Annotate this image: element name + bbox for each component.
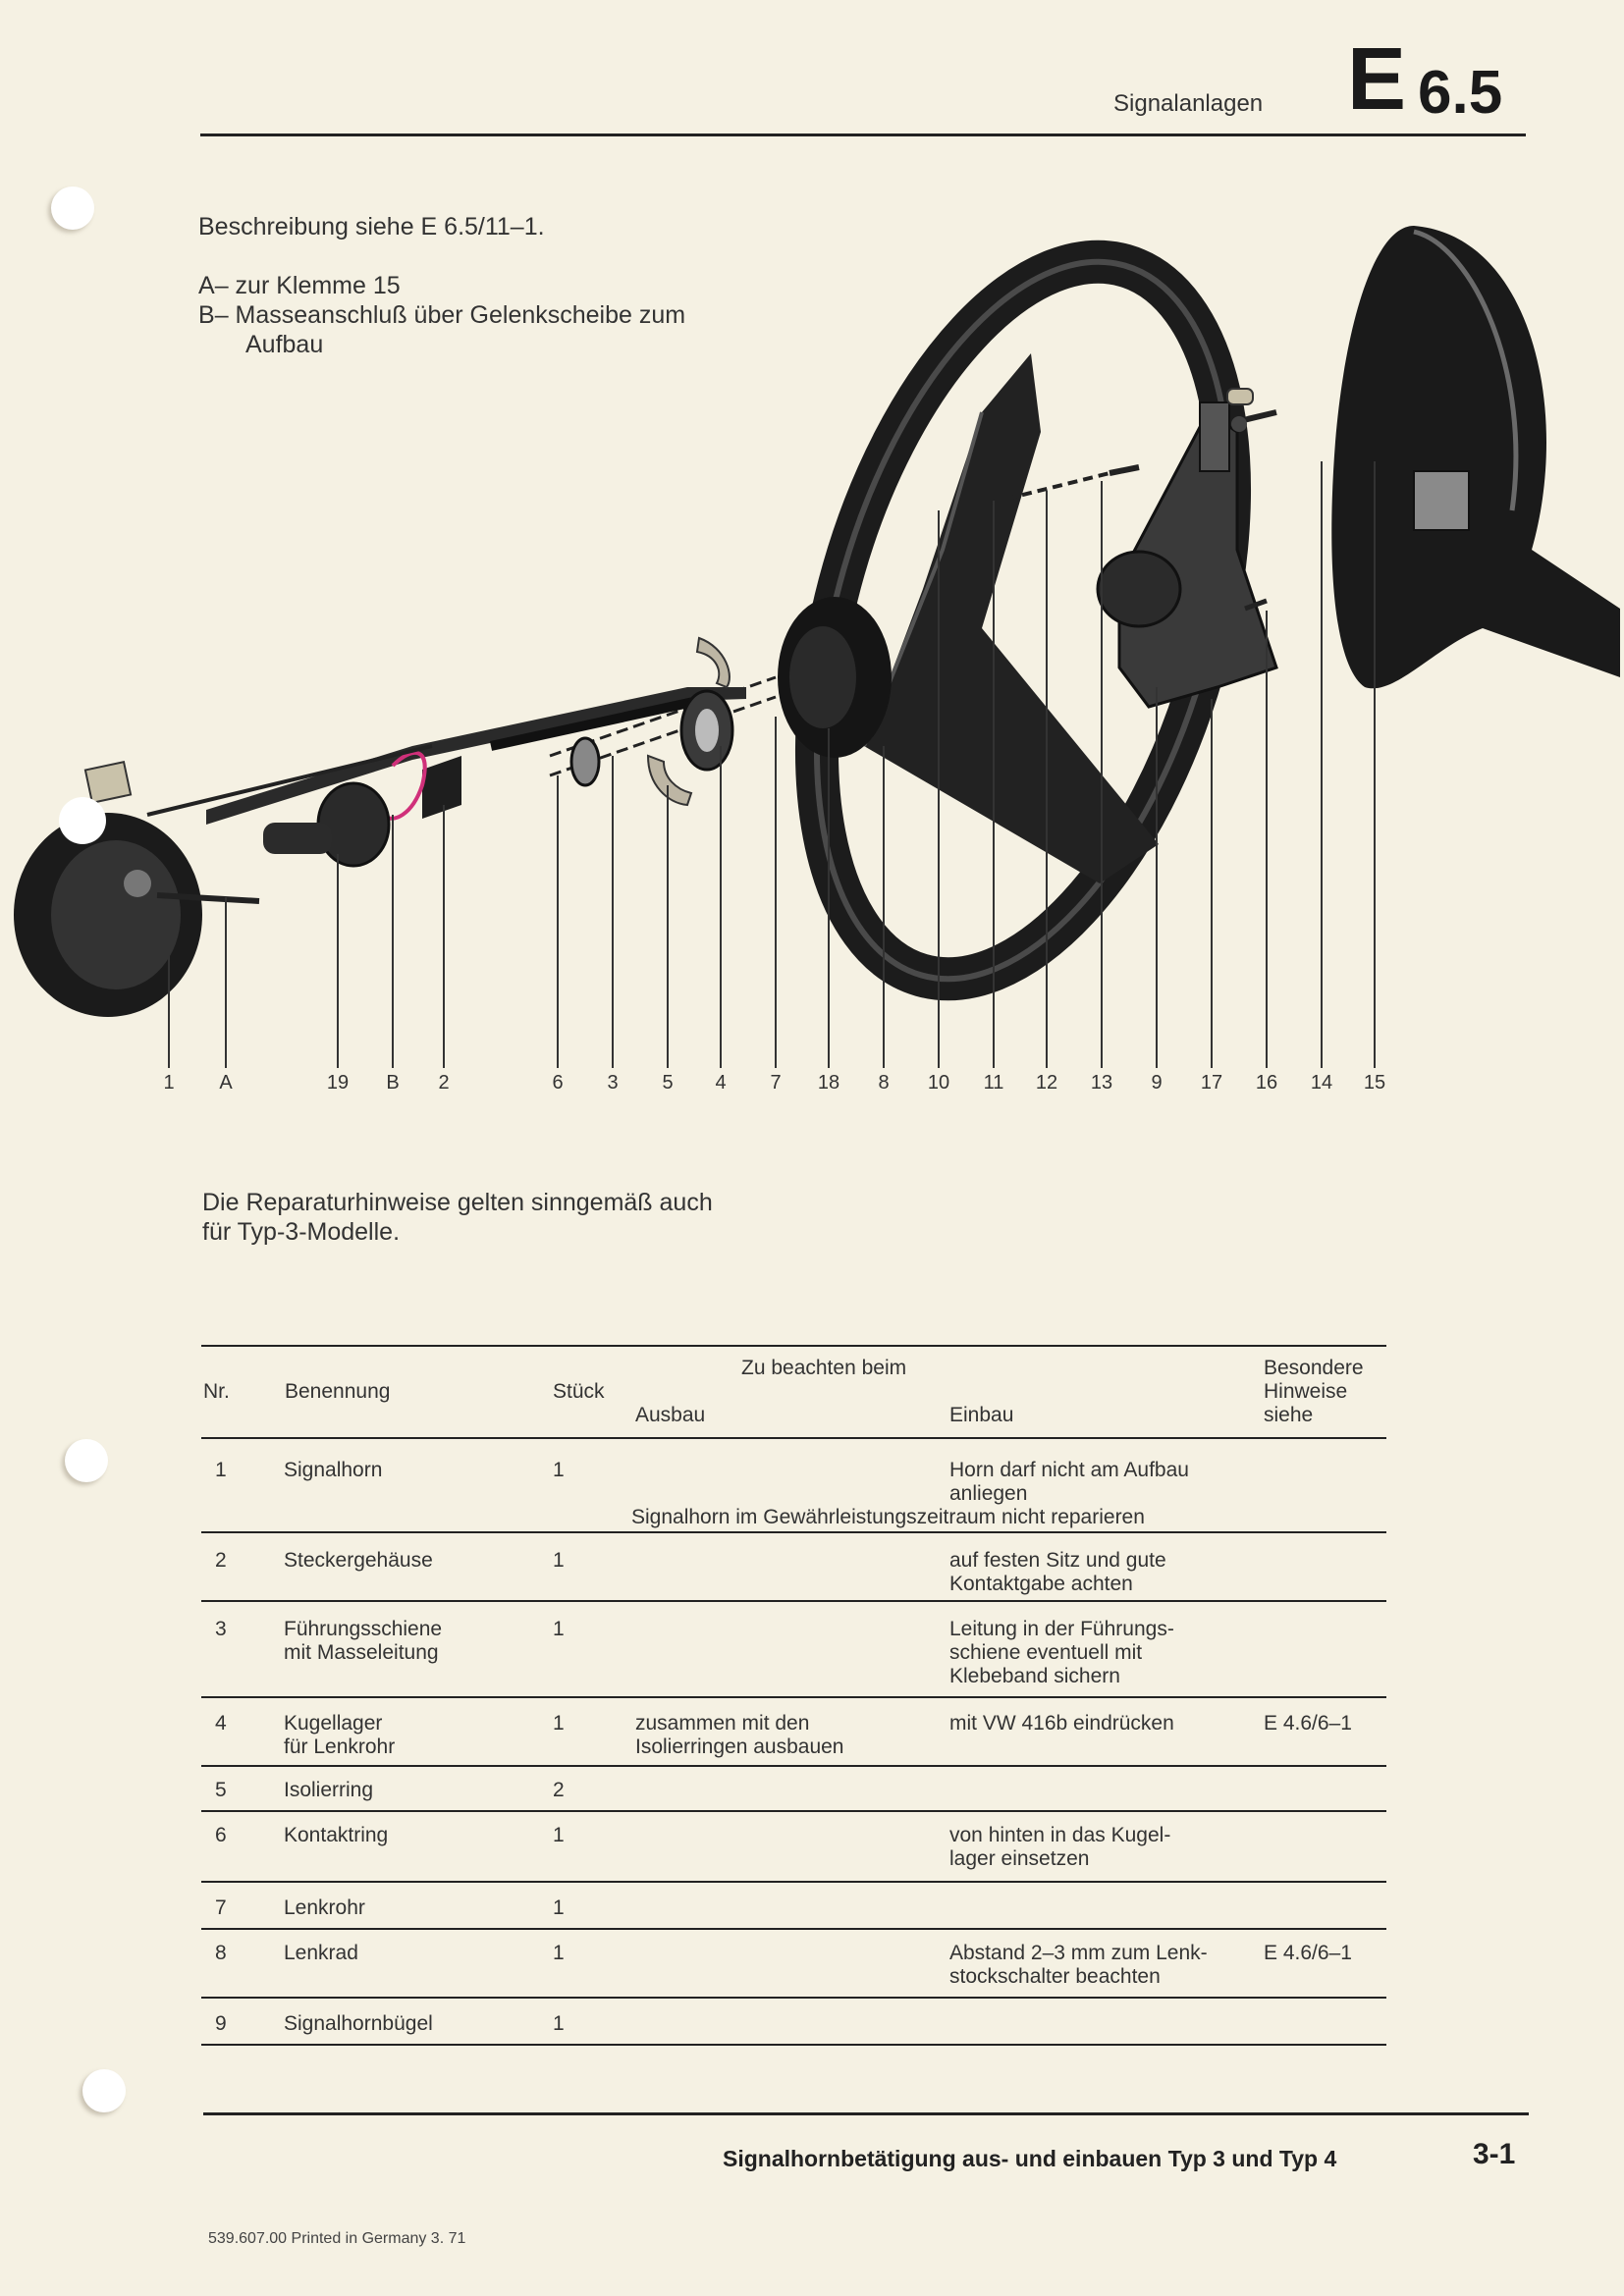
callout-8: 8 [878, 1072, 890, 1094]
table-row [201, 1883, 1386, 1928]
exploded-diagram [0, 0, 1624, 1099]
row-nr: 1 [215, 1459, 227, 1481]
callout-3: 3 [607, 1072, 619, 1094]
row-qty: 2 [553, 1779, 565, 1801]
table-row [201, 1602, 1386, 1696]
section-title: Signalanlagen [1113, 90, 1264, 117]
header-besondere-1: Besondere [1264, 1357, 1364, 1379]
callout-4: 4 [715, 1072, 727, 1094]
row-ausbau-2: Isolierringen ausbauen [635, 1735, 844, 1758]
printed-info: 539.607.00 Printed in Germany 3. 71 [208, 2230, 466, 2247]
punch-hole-bottom [82, 2069, 126, 2112]
callout-13: 13 [1090, 1072, 1113, 1094]
row-name: Isolierring [284, 1779, 374, 1801]
row-einbau-1: von hinten in das Kugel- [949, 1824, 1171, 1846]
header-einbau: Einbau [949, 1404, 1014, 1426]
row-name-1: Führungsschiene [284, 1618, 443, 1640]
row-einbau-1: Leitung in der Führungs- [949, 1618, 1174, 1640]
row-einbau-2: lager einsetzen [949, 1847, 1090, 1870]
row-einbau-1: Abstand 2–3 mm zum Lenk- [949, 1942, 1208, 1964]
row-qty: 1 [553, 1459, 565, 1481]
header-ausbau: Ausbau [635, 1404, 706, 1426]
row-einbau-1: mit VW 416b eindrücken [949, 1712, 1174, 1735]
row-nr: 9 [215, 2012, 227, 2035]
table-row [201, 1439, 1386, 1531]
insulating-ring-lower [648, 756, 691, 805]
row-ref: E 4.6/6–1 [1264, 1942, 1352, 1964]
section-code-number: 6.5 [1418, 59, 1503, 127]
row-nr: 6 [215, 1824, 227, 1846]
row-nr: 2 [215, 1549, 227, 1572]
header-besondere-2: Hinweise [1264, 1380, 1348, 1403]
row-qty: 1 [553, 1896, 565, 1919]
row-qty: 1 [553, 1712, 565, 1735]
row-einbau-1: auf festen Sitz und gute [949, 1549, 1166, 1572]
row-name: Kontaktring [284, 1824, 389, 1846]
row-einbau-2: schiene eventuell mit [949, 1641, 1143, 1664]
table-row [201, 1812, 1386, 1881]
callout-2: 2 [438, 1072, 450, 1094]
row-name: Steckergehäuse [284, 1549, 433, 1572]
table-header [201, 1357, 1386, 1435]
row-qty: 1 [553, 1942, 565, 1964]
callout-6: 6 [552, 1072, 564, 1094]
callout-12: 12 [1035, 1072, 1058, 1094]
footer-rule [203, 2112, 1529, 2115]
callout-17: 17 [1200, 1072, 1223, 1094]
table-row [201, 1533, 1386, 1600]
row-qty: 1 [553, 2012, 565, 2035]
callout-1: 1 [163, 1072, 175, 1094]
callout-a: A [219, 1072, 233, 1094]
row-einbau-2: stockschalter beachten [949, 1965, 1161, 1988]
plug-socket [318, 783, 389, 866]
header-benennung: Benennung [285, 1380, 391, 1403]
row-nr: 5 [215, 1779, 227, 1801]
table-top-rule [201, 1345, 1386, 1347]
row-einbau-2: Kontaktgabe achten [949, 1573, 1133, 1595]
header-besondere-3: siehe [1264, 1404, 1314, 1426]
table-row [201, 1698, 1386, 1765]
section-code-letter: E [1347, 30, 1407, 129]
row-ref: E 4.6/6–1 [1264, 1712, 1352, 1735]
connector-housing [422, 756, 461, 819]
row-nr: 7 [215, 1896, 227, 1919]
row-name-2: für Lenkrohr [284, 1735, 396, 1758]
callout-7: 7 [770, 1072, 782, 1094]
callout-19: 19 [326, 1072, 350, 1094]
callout-10: 10 [927, 1072, 950, 1094]
repair-note [202, 1188, 713, 1247]
header-stueck: Stück [553, 1380, 605, 1403]
legend-key-a: A [198, 272, 215, 299]
reference-text: Beschreibung siehe E 6.5/11–1. [198, 213, 545, 240]
header-zu-beachten: Zu beachten beim [741, 1357, 907, 1379]
row-qty: 1 [553, 1824, 565, 1846]
row-name: Signalhorn [284, 1459, 383, 1481]
callout-18: 18 [817, 1072, 840, 1094]
contact-ring [571, 738, 599, 785]
legend-text-b-cont: Aufbau [245, 331, 324, 358]
callout-15: 15 [1363, 1072, 1386, 1094]
row-name-2: mit Masseleitung [284, 1641, 439, 1664]
row-einbau-1: Horn darf nicht am Aufbau [949, 1459, 1189, 1481]
repair-note-line-2: für Typ-3-Modelle. [202, 1218, 401, 1246]
table-row [201, 1999, 1386, 2044]
row-name-1: Kugellager [284, 1712, 383, 1735]
row-nr: 3 [215, 1618, 227, 1640]
callout-b: B [386, 1072, 400, 1094]
legend-text-b: – Masseanschluß über Gelenkscheibe zum [214, 301, 686, 329]
row-einbau-2: anliegen [949, 1482, 1028, 1505]
legend-text-a: – zur Klemme 15 [214, 272, 401, 299]
insulating-ring-upper [697, 638, 730, 687]
row-nr: 8 [215, 1942, 227, 1964]
row-span-note: Signalhorn im Gewährleistungszeitraum nicht reparieren [631, 1506, 1145, 1528]
row-name: Signalhornbügel [284, 2012, 433, 2035]
table-bottom-rule [201, 2044, 1386, 2046]
callout-5: 5 [662, 1072, 674, 1094]
callout-11: 11 [983, 1072, 1004, 1094]
row-nr: 4 [215, 1712, 227, 1735]
row-einbau-3: Klebeband sichern [949, 1665, 1120, 1687]
repair-note-line-1: Die Reparaturhinweise gelten sinngemäß auch [202, 1189, 713, 1216]
callout-16: 16 [1255, 1072, 1278, 1094]
row-ausbau-1: zusammen mit den [635, 1712, 810, 1735]
callout-9: 9 [1151, 1072, 1163, 1094]
row-qty: 1 [553, 1618, 565, 1640]
legend-key-b: B [198, 301, 215, 329]
row-qty: 1 [553, 1549, 565, 1572]
footer-page-number: 3-1 [1473, 2138, 1516, 2170]
header-nr: Nr. [203, 1380, 230, 1403]
callout-14: 14 [1310, 1072, 1333, 1094]
punch-hole-middle [65, 1439, 108, 1482]
row-name: Lenkrohr [284, 1896, 365, 1919]
table-row [201, 1930, 1386, 1997]
footer-title: Signalhornbetätigung aus- und einbauen Typ 3 und Typ 4 [723, 2146, 1337, 2171]
row-name: Lenkrad [284, 1942, 358, 1964]
table-row [201, 1767, 1386, 1810]
